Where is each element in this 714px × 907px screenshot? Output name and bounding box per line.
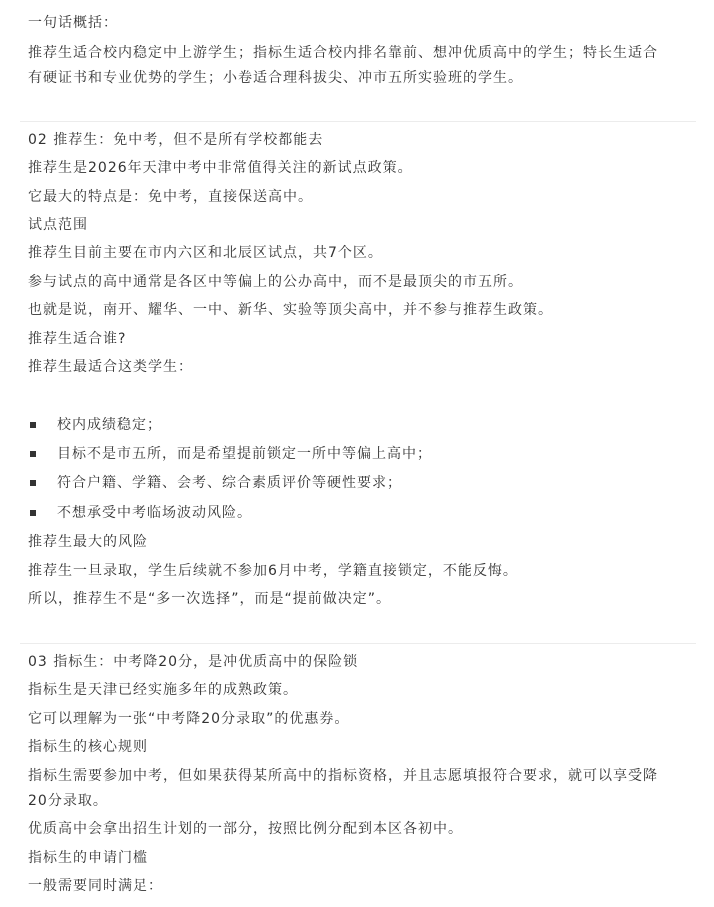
section-03-paragraph: 20分录取。 bbox=[28, 793, 108, 809]
section-02-paragraph: 推荐生目前主要在市内六区和北辰区试点，共7个区。 bbox=[28, 245, 383, 261]
section-03-subheading: 指标生的核心规则 bbox=[28, 739, 148, 755]
section-02-heading: 02 推荐生：免中考，但不是所有学校都能去 bbox=[28, 132, 324, 148]
section-03-paragraph: 指标生需要参加中考，但如果获得某所高中的指标资格，并且志愿填报符合要求，就可以享受降 bbox=[28, 768, 658, 784]
list-item: 目标不是市五所，而是希望提前锁定一所中等偏上高中； bbox=[57, 446, 432, 462]
section-divider bbox=[20, 643, 696, 644]
section-02-subheading: 推荐生适合谁? bbox=[28, 331, 127, 347]
list-item: 不想承受中考临场波动风险。 bbox=[57, 505, 252, 521]
summary-body-line-2: 有硬证书和专业优势的学生；小卷适合理科拔尖、冲市五所实验班的学生。 bbox=[28, 70, 523, 86]
section-divider bbox=[20, 121, 696, 122]
section-02-paragraph: 也就是说，南开、耀华、一中、新华、实验等顶尖高中，并不参与推荐生政策。 bbox=[28, 302, 553, 318]
section-02-paragraph: 推荐生最适合这类学生： bbox=[28, 359, 193, 375]
section-03-paragraph: 优质高中会拿出招生计划的一部分，按照比例分配到本区各初中。 bbox=[28, 821, 463, 837]
section-02-paragraph: 它最大的特点是：免中考，直接保送高中。 bbox=[28, 189, 313, 205]
bullet-marker bbox=[30, 480, 36, 486]
section-02-paragraph: 所以，推荐生不是“多一次选择”，而是“提前做决定”。 bbox=[28, 591, 392, 607]
section-03-paragraph: 它可以理解为一张“中考降20分录取”的优惠券。 bbox=[28, 711, 350, 727]
bullet-marker bbox=[30, 451, 36, 457]
section-03-subheading: 指标生的申请门槛 bbox=[28, 850, 148, 866]
section-02-paragraph: 推荐生是2026年天津中考中非常值得关注的新试点政策。 bbox=[28, 160, 413, 176]
section-03-heading: 03 指标生：中考降20分，是冲优质高中的保险锁 bbox=[28, 654, 359, 670]
section-03-paragraph: 一般需要同时满足： bbox=[28, 878, 163, 894]
section-03-paragraph: 指标生是天津已经实施多年的成熟政策。 bbox=[28, 682, 298, 698]
bullet-marker bbox=[30, 422, 36, 428]
list-item: 符合户籍、学籍、会考、综合素质评价等硬性要求； bbox=[57, 475, 402, 491]
section-02-subheading: 推荐生最大的风险 bbox=[28, 534, 148, 550]
summary-title: 一句话概括： bbox=[28, 15, 118, 31]
section-02-paragraph: 推荐生一旦录取，学生后续就不参加6月中考，学籍直接锁定，不能反悔。 bbox=[28, 563, 518, 579]
bullet-marker bbox=[30, 510, 36, 516]
summary-body-line-1: 推荐生适合校内稳定中上游学生；指标生适合校内排名靠前、想冲优质高中的学生；特长生适合 bbox=[28, 45, 658, 61]
list-item: 校内成绩稳定； bbox=[57, 417, 162, 433]
section-02-subheading: 试点范围 bbox=[28, 217, 88, 233]
section-02-paragraph: 参与试点的高中通常是各区中等偏上的公办高中，而不是最顶尖的市五所。 bbox=[28, 274, 523, 290]
